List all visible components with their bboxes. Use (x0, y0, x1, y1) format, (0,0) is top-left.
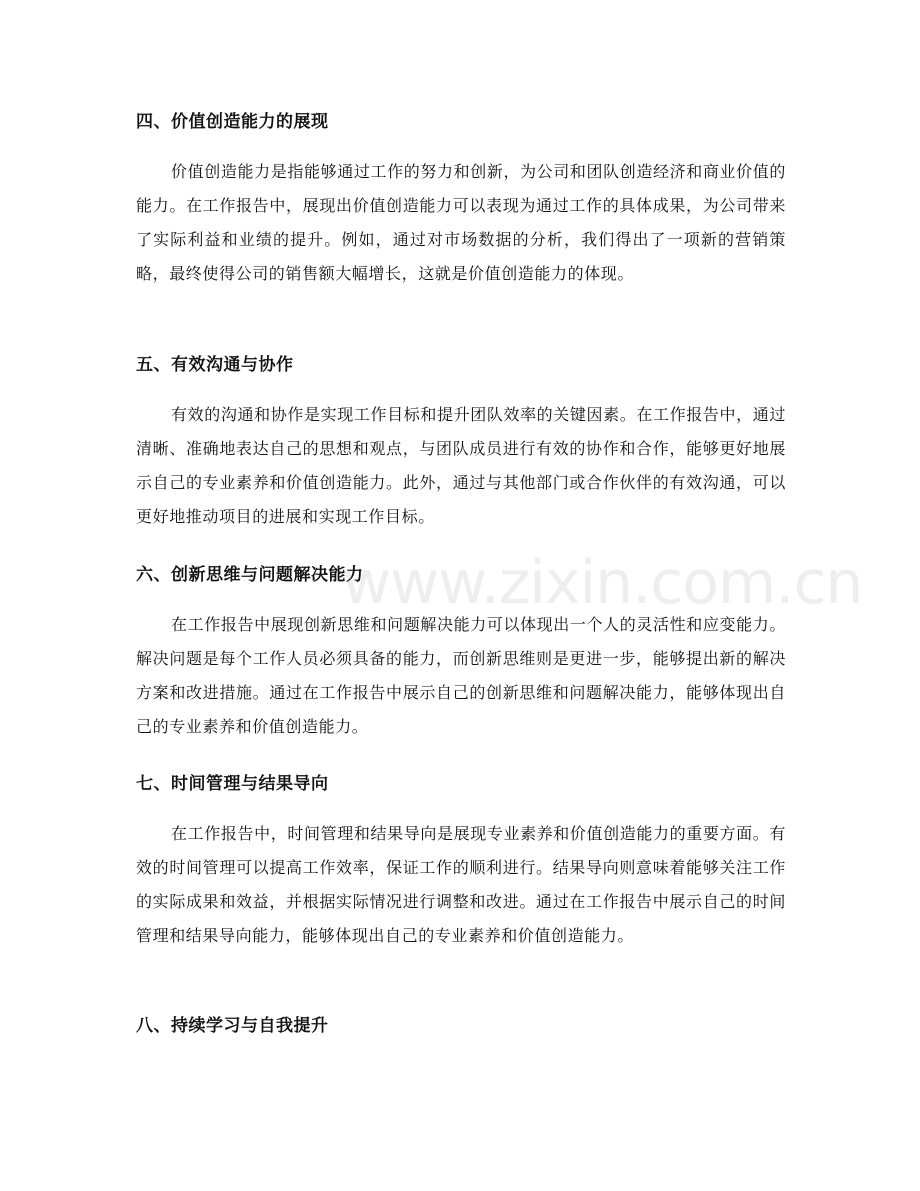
section-heading-6: 六、创新思维与问题解决能力 (136, 565, 364, 585)
section-heading-7: 七、时间管理与结果导向 (136, 774, 329, 794)
section-paragraph-5: 有效的沟通和协作是实现工作目标和提升团队效率的关键因素。在工作报告中，通过清晰、准确地表达自己的思想和观点，与团队成员进行有效的协作和合作，能够更好地展示自己的专业素养和价值创造能力。此外，通过与其他部门或合作伙伴的有效沟通，可以更好地推动项目的进展和实现工作目标。 (136, 405, 786, 526)
section-paragraph-7: 在工作报告中，时间管理和结果导向是展现专业素养和价值创造能力的重要方面。有效的时间管理可以提高工作效率，保证工作的顺利进行。结果导向则意味着能够关注工作的实际成果和效益，并根据实际情况进行调整和改进。通过在工作报告中展示自己的时间管理和结果导向能力，能够体现出自己的专业素养和价值创造能力。 (136, 824, 786, 945)
section-paragraph-4: 价值创造能力是指能够通过工作的努力和创新，为公司和团队创造经济和商业价值的能力。在工作报告中，展现出价值创造能力可以表现为通过工作的具体成果，为公司带来了实际利益和业绩的提升。例如，通过对市场数据的分析，我们得出了一项新的营销策略，最终使得公司的销售额大幅增长，这就是价值创造能力的体现。 (136, 162, 786, 283)
watermark-text: www.zixin.com.cn (342, 548, 863, 618)
section-heading-5: 五、有效沟通与协作 (136, 355, 294, 375)
section-heading-8: 八、持续学习与自我提升 (136, 1016, 329, 1036)
section-heading-4: 四、价值创造能力的展现 (136, 112, 329, 132)
section-paragraph-6: 在工作报告中展现创新思维和问题解决能力可以体现出一个人的灵活性和应变能力。解决问题是每个工作人员必须具备的能力，而创新思维则是更进一步，能够提出新的解决方案和改进措施。通过在工作报告中展示自己的创新思维和问题解决能力，能够体现出自己的专业素养和价值创造能力。 (136, 615, 786, 736)
